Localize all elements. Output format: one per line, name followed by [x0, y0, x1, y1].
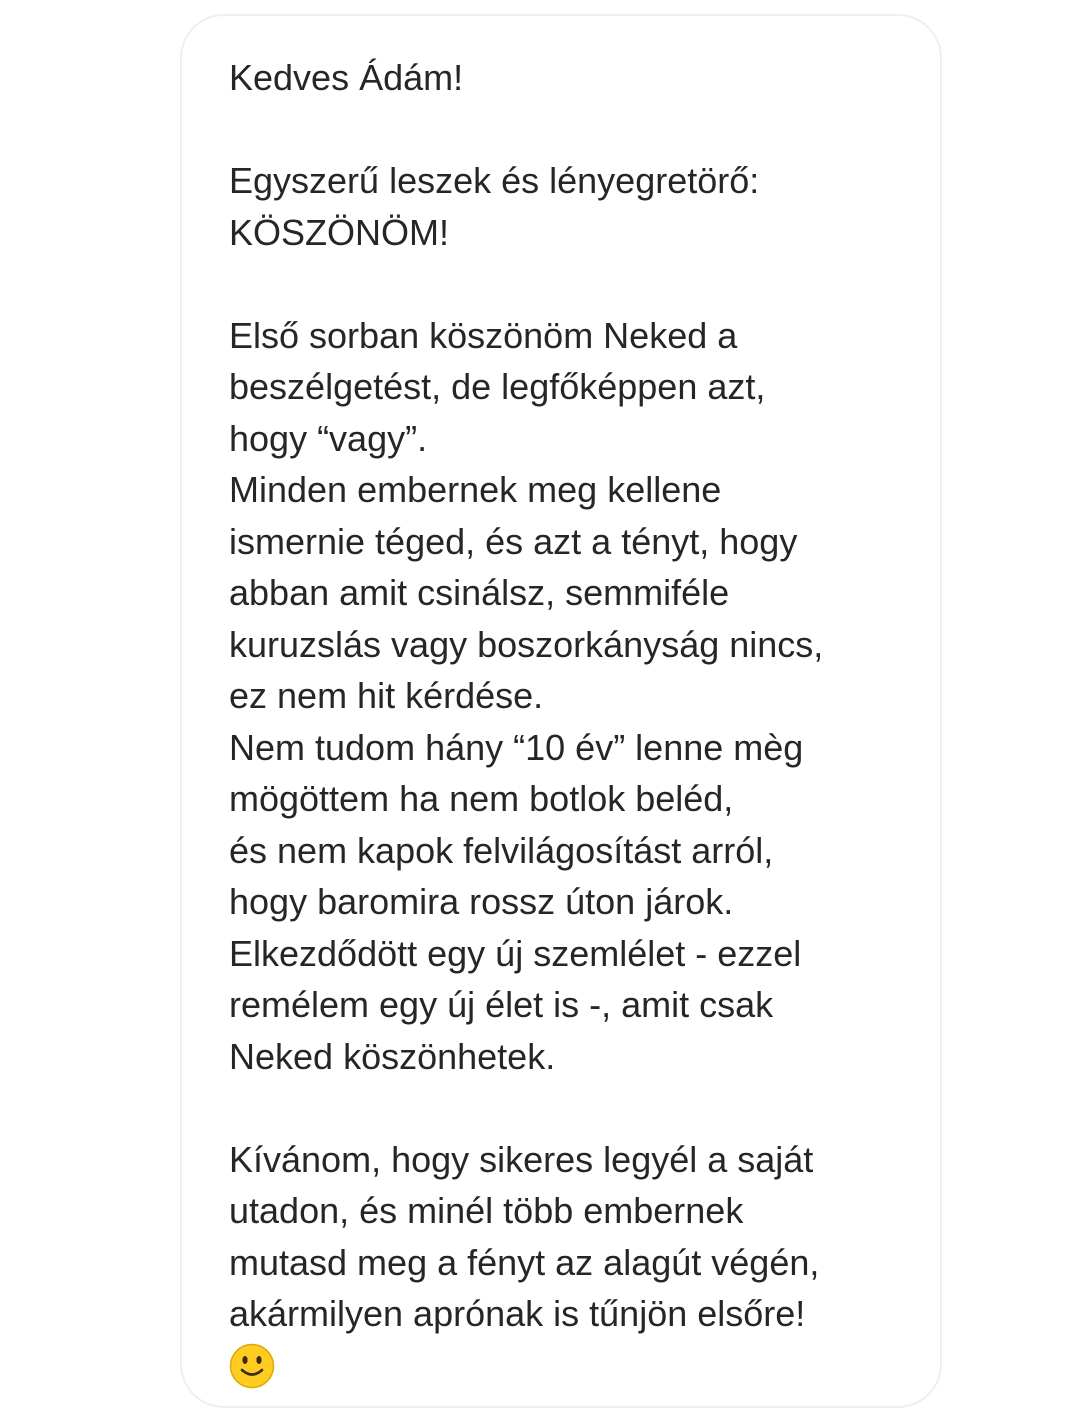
- text-line: KÖSZÖNÖM!: [229, 211, 450, 253]
- text-line: abban amit csinálsz, semmiféle: [229, 572, 730, 613]
- blank-line: [229, 1082, 929, 1134]
- text-line: Nem tudom hány “10 év” lenne mèg: [229, 726, 804, 768]
- text-line: hogy “vagy”.: [229, 417, 428, 459]
- slightly-smiling-face-icon: [229, 1343, 275, 1389]
- text-line: utadon, és minél több embernek: [229, 1190, 744, 1231]
- greeting-line: Kedves Ádám!: [229, 57, 464, 98]
- text-line: akármilyen aprónak is tűnjön elsőre!: [229, 1293, 806, 1334]
- emoji-right-eye: [256, 1356, 261, 1364]
- text-line: ismernie téged, és azt a tényt, hogy: [229, 520, 798, 562]
- blank-line: [229, 104, 929, 156]
- text-line: Egyszerű leszek és lényegretörő:: [229, 160, 760, 201]
- text-line: Kívánom, hogy sikeres legyél a saját: [229, 1138, 814, 1180]
- message-text: [229, 52, 929, 1389]
- blank-line: [229, 258, 929, 310]
- emoji-face: [231, 1344, 274, 1387]
- text-line: ez nem hit kérdése.: [229, 675, 544, 716]
- text-line: és nem kapok felvilágosítást arról,: [229, 829, 774, 871]
- emoji-left-eye: [242, 1356, 247, 1364]
- text-line: kuruzslás vagy boszorkányság nincs,: [229, 623, 824, 665]
- text-line: Elkezdődött egy új szemlélet - ezzel: [229, 932, 802, 974]
- text-line: mutasd meg a fényt az alagút végén,: [229, 1241, 820, 1283]
- text-line: mögöttem ha nem botlok beléd,: [229, 778, 734, 819]
- text-line: Minden embernek meg kellene: [229, 469, 722, 510]
- text-line: remélem egy új élet is -, amit csak: [229, 984, 774, 1025]
- text-line: Első sorban köszönöm Neked a: [229, 314, 738, 356]
- text-line: hogy baromira rossz úton járok.: [229, 881, 734, 922]
- text-line: Neked köszönhetek.: [229, 1035, 556, 1077]
- text-line: beszélgetést, de legfőképpen azt,: [229, 366, 766, 407]
